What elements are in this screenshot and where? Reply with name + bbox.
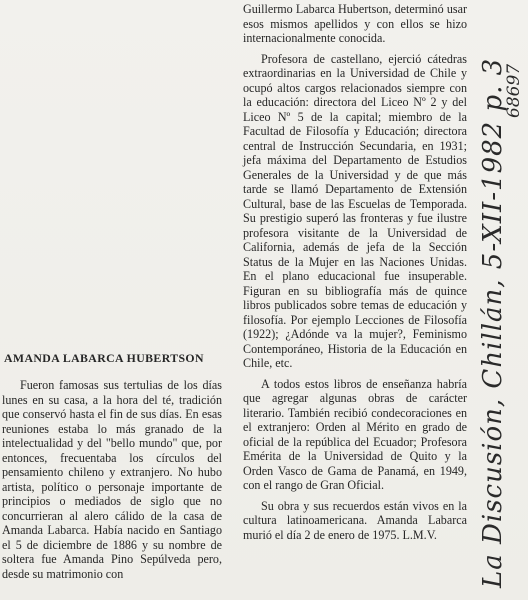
left-column — [2, 378, 222, 581]
article-heading: AMANDA LABARCA HUBERTSON — [4, 351, 204, 365]
paragraph-legacy: Su obra y sus recuerdos están vivos en la cultura latinoamericana. Amanda Labarca murió el día 2 de enero de 1975. L.M.V. — [243, 498, 467, 542]
handwritten-source-note: La Discusión, Chillán, 5-XII-1982 p. 3 — [478, 57, 508, 588]
paragraph-career: Profesora de castellano, ejerció cátedras extraordinarias en la Universidad de Chile y ocupó altos cargos relacionados siempre con la educación: directora del Liceo Nº 2 y del Liceo Nº 5 de la capital; miembro de la Facultad de Filosofía y Educación; directora central de Instrucción Secundaria, en 1931; jefa máxima del Departamento de Estudios Generales de la Universidad y de que más tarde se llamó Departamento de Extensión Cultural, base de las Escuelas de Temporada. Su prestigio superó las fronteras y fue ilustre profesora visitante de la Universidad de California, además de jefa de la Sección Status de la Mujer en las Naciones Unidas. En el plano educacional fue insuperable. Figuran en su bibliografía más de quince libros publicados sobre temas de educación y filosofía. Por ejemplo Lecciones de Filosofía (1922); ¿Adónde va la mujer?, Feminismo Contemporáneo, Historia de la Educación en Chile, etc. — [243, 51, 467, 370]
right-column — [243, 2, 467, 542]
paragraph-continuation: Guillermo Labarca Hubertson, determinó usar esos mismos apellidos y con ellos se hizo internacionalmente conocida. — [243, 2, 467, 45]
paragraph-tertulias: Fueron famosas sus tertulias de los días lunes en su casa, a la hora del té, tradición que conservó hasta el fin de sus días. En esas reuniones estaba lo más granado de la intelectualidad y del "bello mundo" que, por entonces, frecuentaba los círculos del pensamiento chileno y extranjero. No hubo artista, político o personaje importante de principios o mediados de siglo que no concurrieran al alero cálido de la casa de Amanda Labarca. Había nacido en Santiago el 5 de diciembre de 1886 y su nombre de soltera fue Amanda Pino Sepúlveda pero, desde su matrimonio con — [2, 378, 222, 581]
handwritten-code-note: 68697 — [504, 63, 524, 118]
paragraph-honors: A todos estos libros de enseñanza habría que agregar algunas obras de carácter literario. También recibió condecoraciones en el extranjero: Orden al Mérito en grado de oficial de la república del Ecuador; Profesora Emérita de la Universidad de Quito y la Orden Vasco de Gama de Panamá, en 1949, con el rango de Gran Oficial. — [243, 376, 467, 492]
